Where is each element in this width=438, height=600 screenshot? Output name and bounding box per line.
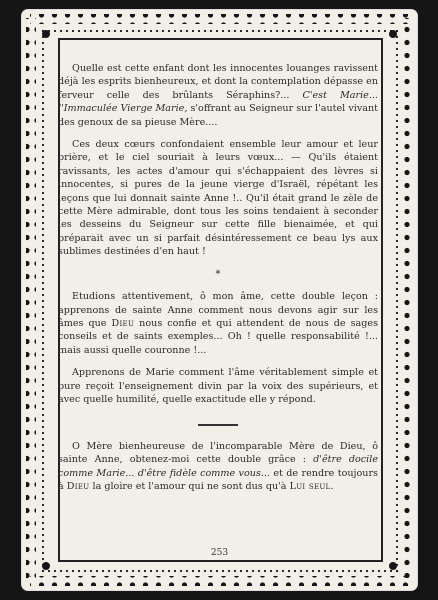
rule-divider [198, 424, 238, 426]
paragraph-2: Ces deux cœurs confondaient ensemble leur amour et leur prière, et le ciel souriait à leurs vœux... — Qu'ils étaient ravissants, les actes d'amour qui s'échappaient des lèvres si innocentes, si pures de la jeune vierge d'Israël, répétant les leçons que lui donnait sainte Anne !.. Qu'il était grand le zèle de cette Mère admirable, dont tous les soins tendaient à seconder les desseins du Seigneur sur cette fille bienaimée, et qui préparait avec un si parfait désintéressement ce beau lys aux sublimes destinées d'en haut ! [58, 139, 378, 258]
devotional-text [58, 62, 378, 502]
paragraph-5: O Mère bienheureuse de l'incomparable Mère de Dieu, ô sainte Anne, obtenez-moi cette double grâce : d'être docile comme Marie... d'être fidèle comme vous... et de rendre toujours à Dieu la gloire et l'amour qui ne sont dus qu'à Lui seul. [58, 440, 378, 493]
asterisk-divider: * [215, 268, 221, 280]
paragraph-3: Etudions attentivement, ô mon âme, cette double leçon : apprenons de sainte Anne comment nous devons agir sur les âmes que Dieu nous confie et qui attendent de nous de sages conseils et de saints exemples... Oh ! quelle responsabilité !... mais aussi quelle couronne !... [58, 291, 378, 356]
page-number: 253 [210, 548, 229, 558]
paragraph-4: Apprenons de Marie comment l'âme véritablement simple et pure reçoit l'enseignement divin par la voix des supérieurs, et avec quelle humilité, quelle exactitude elle y répond. [58, 367, 378, 405]
paragraph-1: Quelle est cette enfant dont les innocentes louanges ravissent déjà les esprits bienheureux, et dont la contemplation dépasse en ferveur celle des brûlants Séraphins?... C'est Marie... l'Immaculée Vierge Marie, s'offrant au Seigneur sur l'autel vivant des genoux de sa pieuse Mère.... [58, 63, 378, 128]
